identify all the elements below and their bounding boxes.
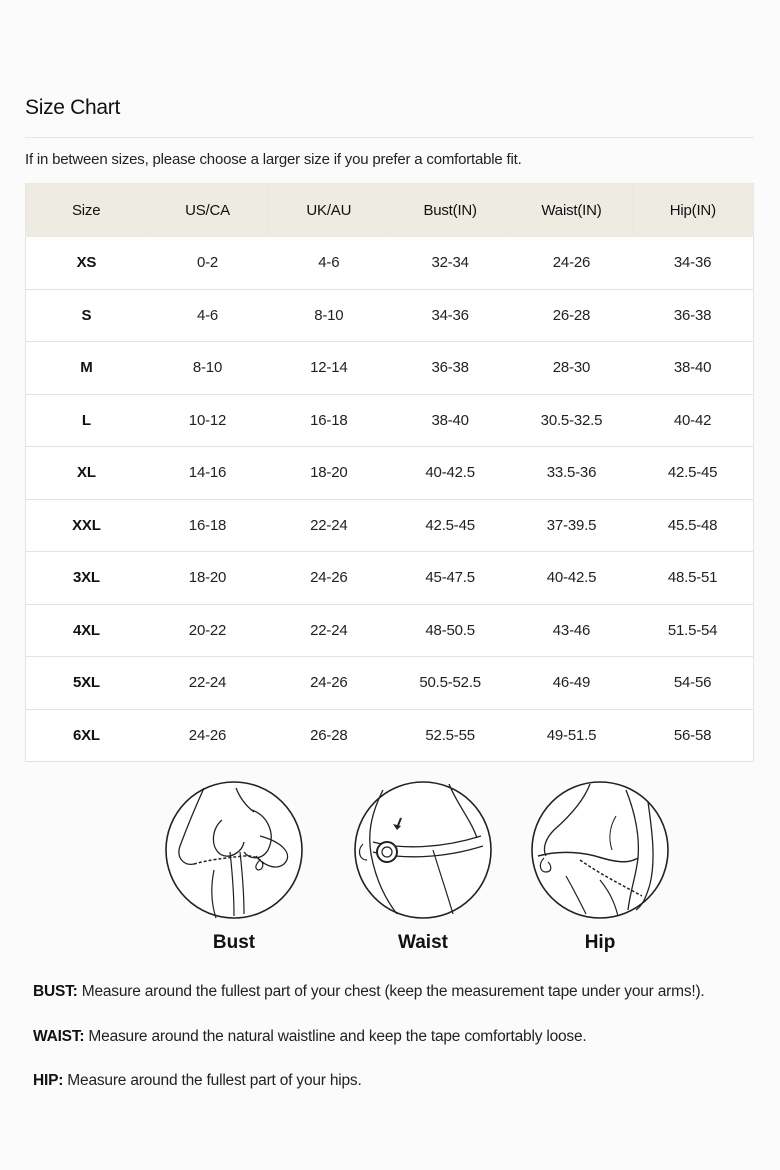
measurement-cell: 26-28 <box>268 709 389 762</box>
bust-term: BUST: <box>33 983 78 1000</box>
measurement-cell: 24-26 <box>268 657 389 710</box>
page-title: Size Chart <box>25 96 121 119</box>
hip-term: HIP: <box>33 1072 64 1089</box>
size-cell: S <box>26 289 147 342</box>
header-size: Size <box>26 184 147 237</box>
measurement-cell: 40-42 <box>632 394 753 447</box>
measurement-cell: 38-40 <box>632 342 753 395</box>
measurement-cell: 34-36 <box>632 237 753 290</box>
header-us-ca: US/CA <box>147 184 268 237</box>
header-uk-au: UK/AU <box>268 184 389 237</box>
waist-term: WAIST: <box>33 1027 85 1045</box>
measurement-cell: 16-18 <box>147 499 268 552</box>
size-cell: 6XL <box>26 709 147 762</box>
waist-text: Measure around the natural waistline and keep the tape comfortably loose. <box>84 1027 587 1045</box>
waist-label: Waist <box>398 932 448 953</box>
measurement-cell: 54-56 <box>632 657 753 710</box>
measurement-cell: 56-58 <box>632 709 753 762</box>
measurement-cell: 26-28 <box>511 289 632 342</box>
size-cell: XS <box>26 237 147 290</box>
table-row <box>26 447 754 500</box>
size-cell: 4XL <box>26 604 147 657</box>
measurement-cell: 20-22 <box>147 604 268 657</box>
size-cell: L <box>26 394 147 447</box>
table-body <box>26 237 754 762</box>
title-divider <box>25 137 754 138</box>
size-cell: XXL <box>26 499 147 552</box>
measurement-cell: 33.5-36 <box>511 447 632 500</box>
table-row <box>26 394 754 447</box>
measurement-cell: 16-18 <box>268 394 389 447</box>
measurement-cell: 8-10 <box>147 342 268 395</box>
measurement-instructions <box>33 983 705 1117</box>
measurement-cell: 14-16 <box>147 447 268 500</box>
measurement-cell: 22-24 <box>147 657 268 710</box>
table-row <box>26 342 754 395</box>
measurement-cell: 10-12 <box>147 394 268 447</box>
measurement-cell: 43-46 <box>511 604 632 657</box>
size-cell: 3XL <box>26 552 147 605</box>
measurement-cell: 52.5-55 <box>389 709 510 762</box>
measurement-cell: 32-34 <box>389 237 510 290</box>
hip-measure-illustration <box>530 780 670 920</box>
measurement-cell: 12-14 <box>268 342 389 395</box>
table-row <box>26 499 754 552</box>
measurement-cell: 24-26 <box>268 552 389 605</box>
measurement-cell: 24-26 <box>511 237 632 290</box>
measurement-cell: 36-38 <box>389 342 510 395</box>
measurement-cell: 4-6 <box>268 237 389 290</box>
bust-instruction <box>33 983 705 1028</box>
measurement-cell: 37-39.5 <box>511 499 632 552</box>
measurement-cell: 40-42.5 <box>511 552 632 605</box>
waist-figure <box>353 780 493 953</box>
measurement-cell: 49-51.5 <box>511 709 632 762</box>
measurement-cell: 38-40 <box>389 394 510 447</box>
table-header-row <box>26 184 754 237</box>
measurement-cell: 4-6 <box>147 289 268 342</box>
measurement-cell: 42.5-45 <box>632 447 753 500</box>
hip-figure <box>530 780 670 953</box>
measurement-cell: 8-10 <box>268 289 389 342</box>
measurement-cell: 50.5-52.5 <box>389 657 510 710</box>
table-row <box>26 289 754 342</box>
fit-note: If in between sizes, please choose a larger size if you prefer a comfortable fit. <box>25 151 522 168</box>
bust-label: Bust <box>212 932 256 953</box>
table-row <box>26 657 754 710</box>
measurement-illustrations <box>0 780 780 960</box>
measurement-cell: 0-2 <box>147 237 268 290</box>
measurement-cell: 45-47.5 <box>389 552 510 605</box>
table-row <box>26 237 754 290</box>
measurement-cell: 22-24 <box>268 499 389 552</box>
hip-instruction <box>33 1072 705 1117</box>
size-cell: 5XL <box>26 657 147 710</box>
header-hip: Hip(IN) <box>632 184 753 237</box>
waist-instruction <box>33 1028 705 1073</box>
bust-measure-illustration <box>164 780 304 920</box>
measurement-cell: 40-42.5 <box>389 447 510 500</box>
measurement-cell: 48.5-51 <box>632 552 753 605</box>
header-waist: Waist(IN) <box>511 184 632 237</box>
size-table <box>25 183 754 762</box>
measurement-cell: 51.5-54 <box>632 604 753 657</box>
bust-text: Measure around the fullest part of your chest (keep the measurement tape under your arms!). <box>77 983 705 1000</box>
measurement-cell: 36-38 <box>632 289 753 342</box>
measurement-cell: 30.5-32.5 <box>511 394 632 447</box>
bust-figure <box>164 780 304 953</box>
table-row <box>26 552 754 605</box>
measurement-cell: 34-36 <box>389 289 510 342</box>
table-row <box>26 604 754 657</box>
measurement-cell: 22-24 <box>268 604 389 657</box>
measurement-cell: 46-49 <box>511 657 632 710</box>
table-row <box>26 709 754 762</box>
waist-measure-illustration <box>353 780 493 920</box>
size-cell: M <box>26 342 147 395</box>
measurement-cell: 18-20 <box>147 552 268 605</box>
size-cell: XL <box>26 447 147 500</box>
measurement-cell: 28-30 <box>511 342 632 395</box>
measurement-cell: 18-20 <box>268 447 389 500</box>
header-bust: Bust(IN) <box>389 184 510 237</box>
measurement-cell: 24-26 <box>147 709 268 762</box>
hip-text: Measure around the fullest part of your hips. <box>63 1072 362 1089</box>
hip-label: Hip <box>584 932 616 953</box>
measurement-cell: 48-50.5 <box>389 604 510 657</box>
measurement-cell: 42.5-45 <box>389 499 510 552</box>
measurement-cell: 45.5-48 <box>632 499 753 552</box>
